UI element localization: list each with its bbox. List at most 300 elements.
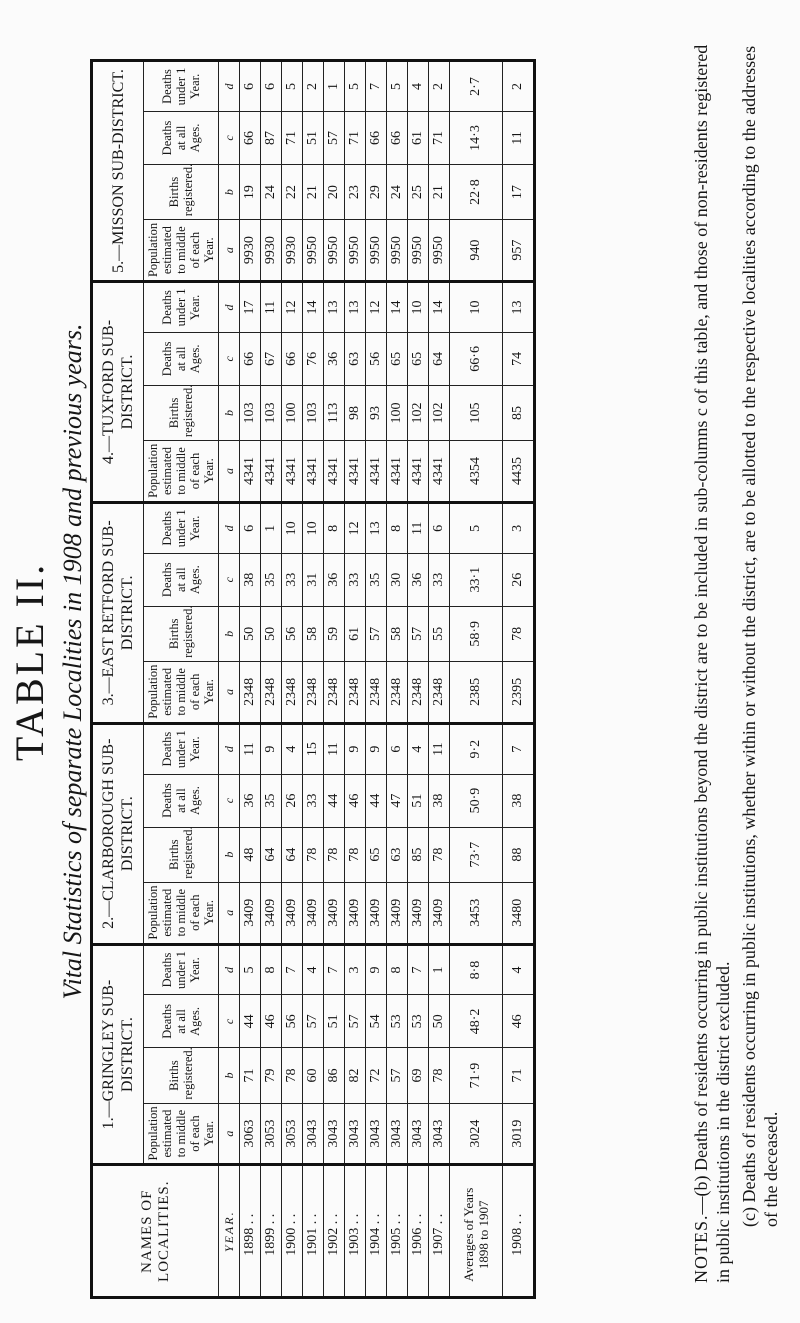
data-cell: 50 [240,606,261,661]
data-cell: 4354 [450,441,503,503]
data-cell: 11 [240,723,261,774]
data-cell: 11 [503,111,535,164]
data-cell: 4435 [503,441,535,503]
year-cell: 1901 . . [303,1165,324,1298]
data-cell: 63 [345,332,366,385]
unit-letter: a [219,1103,240,1165]
data-cell: 4 [282,723,303,774]
data-cell: 98 [345,385,366,440]
data-cell: 57 [408,606,429,661]
data-cell: 66 [387,111,408,164]
data-cell: 2348 [366,661,387,723]
data-cell: 71 [503,1048,535,1103]
data-cell: 3409 [387,882,408,944]
data-cell: 14 [387,282,408,333]
column-header: Population estimated to middle of each Year. [144,661,219,723]
year-cell: 1900 . . [282,1165,303,1298]
data-cell: 3409 [324,882,345,944]
data-cell: 19 [240,164,261,219]
data-cell: 63 [387,827,408,882]
data-cell: 103 [240,385,261,440]
data-cell: 2348 [303,661,324,723]
data-cell: 4 [303,944,324,995]
data-cell: 66 [366,111,387,164]
data-cell: 2348 [345,661,366,723]
data-cell: 2348 [408,661,429,723]
data-cell: 4341 [261,441,282,503]
data-cell: 13 [324,282,345,333]
unit-letter: d [219,282,240,333]
data-cell: 4 [408,61,429,112]
data-cell: 3480 [503,882,535,944]
data-cell: 48 [240,827,261,882]
data-cell: 78 [345,827,366,882]
data-cell: 56 [282,995,303,1048]
year-cell: 1907 . . [429,1165,450,1298]
data-cell: 22 [282,164,303,219]
column-header: Population estimated to middle of each Year. [144,882,219,944]
data-cell: 9930 [261,220,282,282]
unit-letter: b [219,164,240,219]
data-cell: 9950 [408,220,429,282]
column-header: Births registered. [144,1048,219,1103]
data-cell: 3043 [324,1103,345,1165]
data-cell: 1 [261,502,282,553]
data-cell: 78 [282,1048,303,1103]
column-header: Deaths at all Ages. [144,995,219,1048]
unit-letter: c [219,332,240,385]
column-header: Deaths under 1 Year. [144,61,219,112]
table-row [387,61,408,1298]
data-cell: 85 [503,385,535,440]
data-cell: 9950 [366,220,387,282]
district-header-east-retford: 3.—EAST RETFORD SUB-DISTRICT. [92,502,144,723]
data-cell: 72 [366,1048,387,1103]
averages-row [450,61,503,1298]
column-header: Deaths under 1 Year. [144,944,219,995]
data-cell: 3409 [240,882,261,944]
data-cell: 103 [261,385,282,440]
data-cell: 50 [261,606,282,661]
data-cell: 5 [345,61,366,112]
data-cell: 2348 [324,661,345,723]
vital-statistics-table [90,59,536,1299]
unit-letter: b [219,827,240,882]
data-cell: 64 [261,827,282,882]
column-header: Births registered. [144,827,219,882]
table-notes: NOTES.—(b) Deaths of residents occurring in public institutions beyond the district are to be included in sub-columns c of this table, and those of non-residents registered in public institutions in the district excluded. (c) Deaths of residents occurring in public institutions, whether within or without the district, are to be allotted to the respective localities according to the addresses of the deceased. [691,44,781,1283]
data-cell: 82 [345,1048,366,1103]
data-cell: 31 [303,553,324,606]
column-header: Deaths under 1 Year. [144,282,219,333]
data-cell: 51 [408,774,429,827]
data-cell: 2 [303,61,324,112]
year-header: YEAR. [219,1165,240,1298]
data-cell: 7 [282,944,303,995]
data-cell: 57 [387,1048,408,1103]
data-cell: 7 [408,944,429,995]
unit-letter: d [219,944,240,995]
table-subtitle: Vital Statistics of separate Localities in 1908 and previous years. [58,323,87,1000]
table-row [282,61,303,1298]
unit-letter: b [219,606,240,661]
data-cell: 7 [324,944,345,995]
data-cell: 66·6 [450,332,503,385]
data-cell: 9·2 [450,723,503,774]
year-1908-row [503,61,535,1298]
data-cell: 33 [303,774,324,827]
year-cell: 1899 . . [261,1165,282,1298]
data-cell: 56 [282,606,303,661]
unit-letter: d [219,723,240,774]
unit-letter: b [219,1048,240,1103]
data-cell: 8 [261,944,282,995]
data-cell: 2385 [450,661,503,723]
data-cell: 6 [240,61,261,112]
data-cell: 33·1 [450,553,503,606]
data-cell: 60 [303,1048,324,1103]
data-cell: 44 [366,774,387,827]
data-cell: 71 [282,111,303,164]
data-cell: 105 [450,385,503,440]
data-cell: 71 [240,1048,261,1103]
data-cell: 4341 [324,441,345,503]
notes-lead: NOTES. [691,1214,711,1283]
data-cell: 5 [387,61,408,112]
unit-letter: c [219,111,240,164]
data-cell: 3043 [387,1103,408,1165]
data-cell: 78 [503,606,535,661]
data-cell: 12 [345,502,366,553]
data-cell: 36 [324,332,345,385]
data-cell: 47 [387,774,408,827]
unit-letter: a [219,441,240,503]
table-row [261,61,282,1298]
data-cell: 20 [324,164,345,219]
data-cell: 2348 [261,661,282,723]
data-cell: 33 [429,553,450,606]
data-cell: 3043 [429,1103,450,1165]
data-cell: 23 [345,164,366,219]
data-cell: 36 [240,774,261,827]
data-cell: 50·9 [450,774,503,827]
data-cell: 67 [261,332,282,385]
data-cell: 12 [282,282,303,333]
data-cell: 13 [503,282,535,333]
data-cell: 71 [429,111,450,164]
data-cell: 3 [503,502,535,553]
data-cell: 6 [240,502,261,553]
unit-letter: c [219,774,240,827]
data-cell: 33 [282,553,303,606]
data-cell: 58 [303,606,324,661]
data-cell: 53 [408,995,429,1048]
data-cell: 65 [408,332,429,385]
data-cell: 57 [345,995,366,1048]
data-cell: 3409 [408,882,429,944]
data-cell: 61 [345,606,366,661]
data-cell: 10 [303,502,324,553]
data-cell: 11 [261,282,282,333]
data-cell: 12 [366,282,387,333]
data-cell: 8 [387,502,408,553]
data-cell: 21 [429,164,450,219]
data-cell: 100 [387,385,408,440]
data-cell: 11 [324,723,345,774]
data-cell: 85 [408,827,429,882]
data-cell: 30 [387,553,408,606]
data-cell: 35 [261,774,282,827]
data-cell: 61 [408,111,429,164]
data-cell: 57 [366,606,387,661]
data-cell: 25 [408,164,429,219]
data-cell: 65 [387,332,408,385]
data-cell: 10 [450,282,503,333]
data-cell: 102 [408,385,429,440]
data-cell: 3453 [450,882,503,944]
district-header-clarborough: 2.—CLARBOROUGH SUB-DISTRICT. [92,723,144,944]
table-title: TABLE II. [7,561,52,762]
data-cell: 3409 [303,882,324,944]
year-cell: 1908 . . [503,1165,535,1298]
data-cell: 78 [324,827,345,882]
column-header: Deaths under 1 Year. [144,502,219,553]
data-cell: 2 [429,61,450,112]
data-cell: 74 [503,332,535,385]
data-cell: 4341 [366,441,387,503]
data-cell: 48·2 [450,995,503,1048]
data-cell: 17 [503,164,535,219]
data-cell: 957 [503,220,535,282]
data-cell: 14 [303,282,324,333]
data-cell: 57 [303,995,324,1048]
data-cell: 4 [503,944,535,995]
data-cell: 33 [345,553,366,606]
data-cell: 57 [324,111,345,164]
note-b: (b) Deaths of residents occurring in public institutions beyond the district are to be included in sub-columns c of this table, and those of non-residents registered in public institutions in the district excluded. [691,44,733,1283]
data-cell: 10 [282,502,303,553]
table-row [324,61,345,1298]
data-cell: 53 [387,995,408,1048]
data-cell: 10 [408,282,429,333]
unit-letter: b [219,385,240,440]
data-cell: 5 [450,502,503,553]
column-header: Deaths under 1 Year. [144,723,219,774]
column-header: Deaths at all Ages. [144,111,219,164]
data-cell: 76 [303,332,324,385]
data-cell: 2348 [387,661,408,723]
data-cell: 9950 [345,220,366,282]
data-cell: 2395 [503,661,535,723]
data-cell: 6 [429,502,450,553]
data-cell: 65 [366,827,387,882]
data-cell: 3043 [366,1103,387,1165]
data-cell: 17 [240,282,261,333]
data-cell: 3409 [282,882,303,944]
data-cell: 88 [503,827,535,882]
column-header: Population estimated to middle of each Year. [144,441,219,503]
data-cell: 64 [429,332,450,385]
data-cell: 86 [324,1048,345,1103]
data-cell: 22·8 [450,164,503,219]
data-cell: 9 [345,723,366,774]
data-cell: 4341 [387,441,408,503]
data-cell: 9930 [240,220,261,282]
data-cell: 940 [450,220,503,282]
column-header: Population estimated to middle of each Year. [144,1103,219,1165]
data-cell: 15 [303,723,324,774]
data-cell: 3 [345,944,366,995]
year-cell: Averages of Years 1898 to 1907 [450,1165,503,1298]
table-row [345,61,366,1298]
data-cell: 4341 [303,441,324,503]
data-cell: 4341 [345,441,366,503]
data-cell: 87 [261,111,282,164]
data-cell: 6 [261,61,282,112]
data-cell: 3043 [408,1103,429,1165]
data-cell: 58·9 [450,606,503,661]
data-cell: 3043 [345,1103,366,1165]
data-cell: 6 [387,723,408,774]
data-cell: 24 [261,164,282,219]
column-header-row [144,61,219,1298]
data-cell: 2348 [282,661,303,723]
data-cell: 9 [366,944,387,995]
unit-letter-row [219,61,240,1298]
data-cell: 4341 [282,441,303,503]
data-cell: 35 [261,553,282,606]
data-cell: 13 [366,502,387,553]
data-cell: 26 [503,553,535,606]
year-cell: 1905 . . [387,1165,408,1298]
data-cell: 9950 [387,220,408,282]
data-cell: 3409 [429,882,450,944]
data-cell: 73·7 [450,827,503,882]
data-cell: 79 [261,1048,282,1103]
data-cell: 9 [366,723,387,774]
year-cell: 1904 . . [366,1165,387,1298]
column-header: Births registered. [144,385,219,440]
data-cell: 50 [429,995,450,1048]
data-cell: 3409 [345,882,366,944]
data-cell: 4341 [240,441,261,503]
year-cell: 1898 . . [240,1165,261,1298]
data-cell: 9 [261,723,282,774]
data-cell: 9950 [429,220,450,282]
data-cell: 78 [303,827,324,882]
data-cell: 36 [324,553,345,606]
data-cell: 1 [324,61,345,112]
year-cell: 1902 . . [324,1165,345,1298]
year-cell: 1906 . . [408,1165,429,1298]
unit-letter: a [219,882,240,944]
data-cell: 8·8 [450,944,503,995]
table-body [240,61,535,1298]
data-cell: 11 [429,723,450,774]
note-c: (c) Deaths of residents occurring in public institutions, whether within or without the district, are to be allotted to the respective localities according to the addresses of the deceased. [739,45,781,1227]
data-cell: 26 [282,774,303,827]
data-cell: 64 [282,827,303,882]
column-header: Deaths at all Ages. [144,553,219,606]
column-header: Deaths at all Ages. [144,774,219,827]
table-head [92,61,240,1298]
data-cell: 24 [387,164,408,219]
data-cell: 21 [303,164,324,219]
data-cell: 1 [429,944,450,995]
names-of-localities-header: NAMES OF LOCALITIES. [92,1165,219,1298]
data-cell: 66 [240,111,261,164]
data-cell: 9950 [324,220,345,282]
data-cell: 7 [366,61,387,112]
data-cell: 38 [503,774,535,827]
data-cell: 3043 [303,1103,324,1165]
data-cell: 59 [324,606,345,661]
data-cell: 44 [240,995,261,1048]
data-cell: 66 [282,332,303,385]
data-cell: 29 [366,164,387,219]
data-cell: 11 [408,502,429,553]
data-cell: 4 [408,723,429,774]
data-cell: 58 [387,606,408,661]
data-cell: 3053 [282,1103,303,1165]
data-cell: 2 [503,61,535,112]
data-cell: 69 [408,1048,429,1103]
data-cell: 56 [366,332,387,385]
table-row [408,61,429,1298]
data-cell: 3019 [503,1103,535,1165]
district-header-misson: 5.—MISSON SUB-DISTRICT. [92,61,144,282]
data-cell: 3024 [450,1103,503,1165]
data-cell: 8 [324,502,345,553]
data-cell: 5 [282,61,303,112]
data-cell: 4341 [408,441,429,503]
data-cell: 3409 [261,882,282,944]
table-row [366,61,387,1298]
data-cell: 71·9 [450,1048,503,1103]
data-cell: 100 [282,385,303,440]
data-cell: 44 [324,774,345,827]
unit-letter: d [219,61,240,112]
data-cell: 54 [366,995,387,1048]
year-cell: 1903 . . [345,1165,366,1298]
data-cell: 51 [324,995,345,1048]
data-cell: 14 [429,282,450,333]
data-cell: 2·7 [450,61,503,112]
data-cell: 2348 [429,661,450,723]
data-cell: 13 [345,282,366,333]
data-cell: 9950 [303,220,324,282]
column-header: Population estimated to middle of each Year. [144,220,219,282]
unit-letter: d [219,502,240,553]
unit-letter: a [219,220,240,282]
data-cell: 38 [429,774,450,827]
data-cell: 36 [408,553,429,606]
data-cell: 46 [503,995,535,1048]
data-cell: 113 [324,385,345,440]
data-cell: 9930 [282,220,303,282]
data-cell: 93 [366,385,387,440]
data-cell: 103 [303,385,324,440]
unit-letter: a [219,661,240,723]
data-cell: 35 [366,553,387,606]
table-row [240,61,261,1298]
data-cell: 2348 [240,661,261,723]
column-header: Births registered. [144,606,219,661]
data-cell: 71 [345,111,366,164]
data-cell: 3409 [366,882,387,944]
data-cell: 8 [387,944,408,995]
data-cell: 46 [261,995,282,1048]
